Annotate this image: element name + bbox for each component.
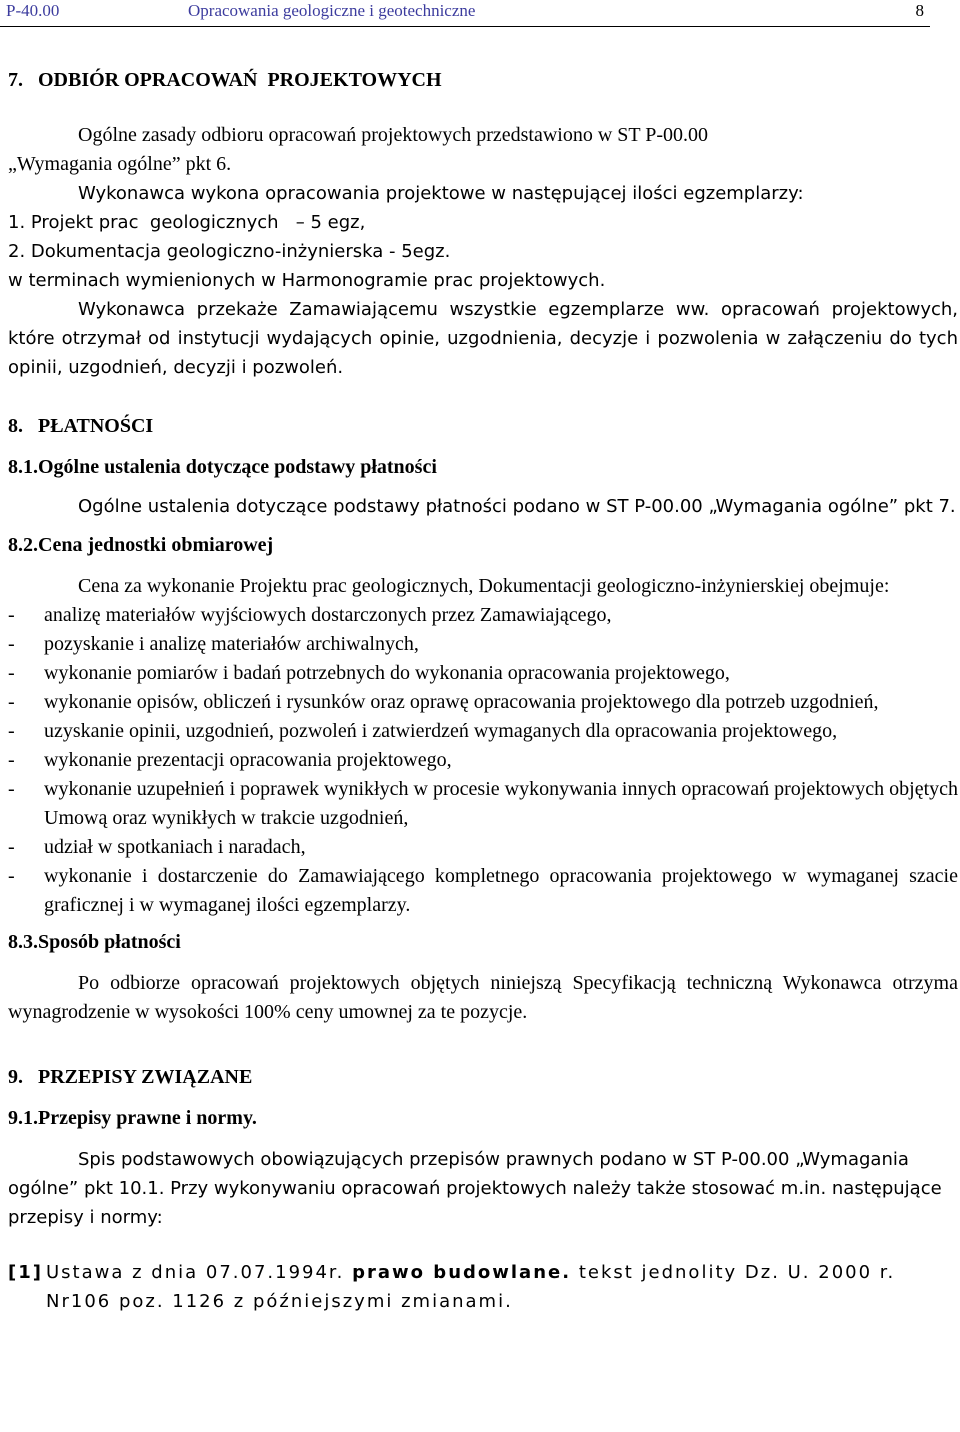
page-header	[0, 0, 930, 27]
list-item: - udział w spotkaniach i naradach,	[8, 836, 306, 858]
page-number: 8	[915, 1, 924, 20]
section-8-3-heading: 8.3.Sposób płatności	[8, 931, 181, 953]
s7-paragraph-3: w terminach wymienionych w Harmonogramie prac projektowych.	[8, 270, 606, 291]
s8-2-list	[8, 601, 958, 920]
section-8-2-heading: 8.2.Cena jednostki obmiarowej	[8, 534, 274, 556]
section-8-heading: 8. PŁATNOŚCI	[8, 415, 154, 437]
reference-number: [1]	[8, 1262, 43, 1283]
s7-item-2: 2. Dokumentacja geologiczno-inżynierska - 5egz.	[8, 241, 451, 262]
s7-paragraph-4: Wykonawca przekaże Zamawiającemu wszystkie egzemplarze ww. opracowań projektowych, które otrzymał od instytucji wydających opinie, uzgodnienia, decyzje i pozwolenia w załączeniu do tych opinii, uzgodnień, decyzji i pozwoleń.	[8, 299, 958, 378]
list-item: - pozyskanie i analizę materiałów archiwalnych,	[8, 633, 419, 655]
spec-title: Opracowania geologiczne i geotechniczne	[188, 1, 476, 20]
section-8-1-heading: 8.1.Ogólne ustalenia dotyczące podstawy płatności	[8, 456, 437, 478]
list-item: - wykonanie prezentacji opracowania projektowego,	[8, 749, 452, 771]
section-9-heading: 9. PRZEPISY ZWIĄZANE	[8, 1066, 253, 1088]
list-item: - uzyskanie opinii, uzgodnień, pozwoleń i zatwierdzeń wymaganych dla opracowania projektowego,	[8, 720, 838, 742]
s9-1-text: Spis podstawowych obowiązujących przepisów prawnych podano w ST P-00.00 „Wymagania ogólne” pkt 10.1. Przy wykonywaniu opracowań projektowych należy także stosować m.in. następujące przepisy i normy:	[8, 1149, 942, 1228]
s7-item-1: 1. Projekt prac geologicznych – 5 egz,	[8, 212, 366, 233]
list-item: - wykonanie opisów, obliczeń i rysunków oraz oprawę opracowania projektowego dla potrzeb uzgodnień,	[8, 691, 879, 713]
list-item: - wykonanie i dostarczenie do Zamawiającego kompletnego opracowania projektowego w wymaganej szacie graficznej i w wymaganej ilości egzemplarzy.	[8, 865, 958, 916]
section-7-heading: 7. ODBIÓR OPRACOWAŃ PROJEKTOWYCH	[8, 69, 442, 91]
reference-text-a: Ustawa z dnia 07.07.1994r.	[46, 1262, 345, 1283]
reference-text-c: tekst jednolity Dz. U. 2000 r. Nr106 poz. 1126 z późniejszymi zmianami.	[46, 1262, 896, 1312]
document-body	[8, 66, 958, 1316]
s7-paragraph-1b: „Wymagania ogólne” pkt 6.	[8, 153, 232, 175]
list-item: - wykonanie pomiarów i badań potrzebnych do wykonania opracowania projektowego,	[8, 662, 730, 684]
spec-code: P-40.00	[6, 1, 60, 20]
s7-paragraph-2: Wykonawca wykona opracowania projektowe w następującej ilości egzemplarzy:	[78, 183, 804, 204]
s8-2-intro: Cena za wykonanie Projektu prac geologicznych, Dokumentacji geologiczno-inżynierskiej obejmuje:	[78, 575, 890, 597]
s7-paragraph-1: Ogólne zasady odbioru opracowań projektowych przedstawiono w ST P-00.00	[78, 124, 709, 146]
section-9-1-heading: 9.1.Przepisy prawne i normy.	[8, 1107, 257, 1129]
s8-1-text: Ogólne ustalenia dotyczące podstawy płatności podano w ST P-00.00 „Wymagania ogólne” pkt 7.	[78, 496, 956, 517]
reference-text-b: prawo budowlane.	[352, 1262, 572, 1283]
list-item: - wykonanie uzupełnień i poprawek wynikłych w procesie wykonywania innych opracowań projektowych objętych Umową oraz wynikłych w trakcie uzgodnień,	[8, 778, 958, 829]
list-item: - analizę materiałów wyjściowych dostarczonych przez Zamawiającego,	[8, 604, 612, 626]
reference-1	[8, 1258, 958, 1316]
s8-3-text: Po odbiorze opracowań projektowych objętych niniejszą Specyfikacją techniczną Wykonawca otrzyma wynagrodzenie w wysokości 100% ceny umownej za te pozycje.	[8, 972, 958, 1023]
